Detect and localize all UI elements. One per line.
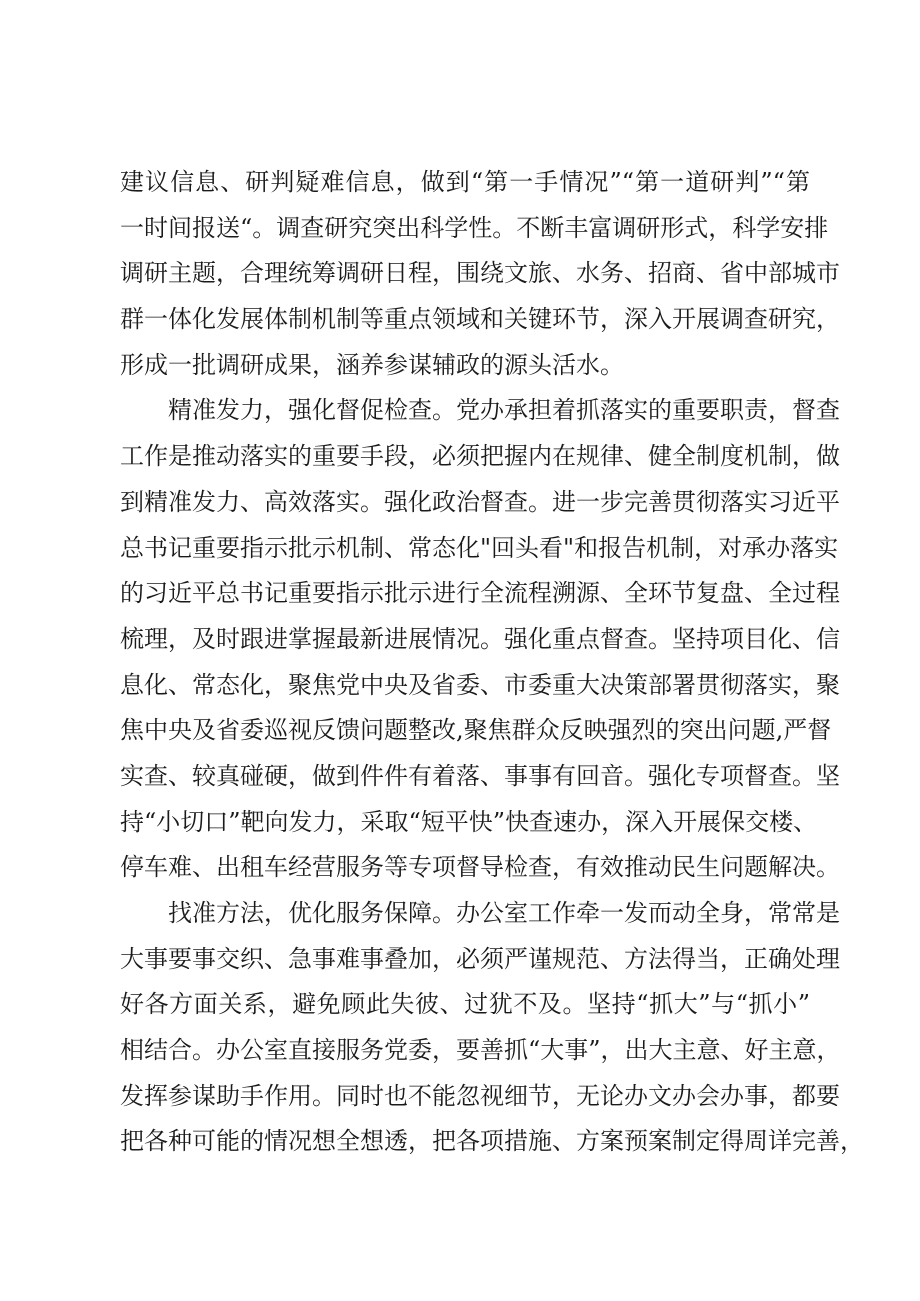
text-line: 大事要事交织、急事难事叠加，必须严谨规范、方法得当，正确处理	[120, 944, 840, 973]
text-line: 发挥参谋助手作用。同时也不能忽视细节，无论办文办会办事，都要	[120, 1081, 840, 1110]
text-line: 一时间报送“。调查研究突出科学性。不断丰富调研形式，科学安排	[120, 213, 829, 242]
text-line: 梳理，及时跟进掌握最新进展情况。强化重点督查。坚持项目化、信	[120, 624, 840, 653]
paragraph-start-line: 精准发力，强化督促检查。党办承担着抓落实的重要职责，督查	[168, 396, 840, 425]
text-line: 的习近平总书记重要指示批示进行全流程溯源、全环节复盘、全过程	[120, 579, 840, 608]
text-line: 相结合。办公室直接服务党委，要善抓“大事”，出大主意、好主意，	[120, 1036, 841, 1065]
text-line: 息化、常态化，聚焦党中央及省委、市委重大决策部署贯彻落实，聚	[120, 670, 840, 699]
text-line: 工作是推动落实的重要手段，必须把握内在规律、健全制度机制，做	[120, 442, 840, 471]
text-line: 把各种可能的情况想全想透，把各项措施、方案预案制定得周详完善，	[120, 1127, 864, 1156]
document-body	[120, 160, 864, 1165]
text-line: 焦中央及省委巡视反馈问题整改,聚焦群众反映强烈的突出问题,严督	[120, 716, 832, 745]
text-line: 形成一批调研成果，涵养参谋辅政的源头活水。	[120, 350, 624, 379]
text-line: 总书记重要指示批示机制、常态化"回头看"和报告机制，对承办落实	[120, 533, 839, 562]
text-line: 实查、较真碰硬，做到件件有着落、事事有回音。强化专项督查。坚	[120, 761, 840, 790]
text-line: 到精准发力、高效落实。强化政治督查。进一步完善贯彻落实习近平	[120, 487, 840, 516]
text-line: 建议信息、研判疑难信息，做到“第一手情况”“第一道研判”“第	[120, 168, 810, 196]
text-line: 调研主题，合理统筹调研日程，围绕文旅、水务、招商、省中部城市	[120, 259, 840, 288]
paragraph-start-line: 找准方法，优化服务保障。办公室工作牵一发而动全身，常常是	[168, 899, 840, 927]
text-line: 好各方面关系，避免顾此失彼、过犹不及。坚持“抓大”与“抓小”	[120, 990, 810, 1019]
text-line: 群一体化发展体制机制等重点领域和关键环节，深入开展调查研究，	[120, 305, 840, 334]
text-line: 停车难、出租车经营服务等专项督导检查，有效推动民生问题解决。	[120, 853, 840, 882]
text-line: 持“小切口”靶向发力，采取“短平快”快查速办，深入开展保交楼、	[120, 807, 818, 836]
